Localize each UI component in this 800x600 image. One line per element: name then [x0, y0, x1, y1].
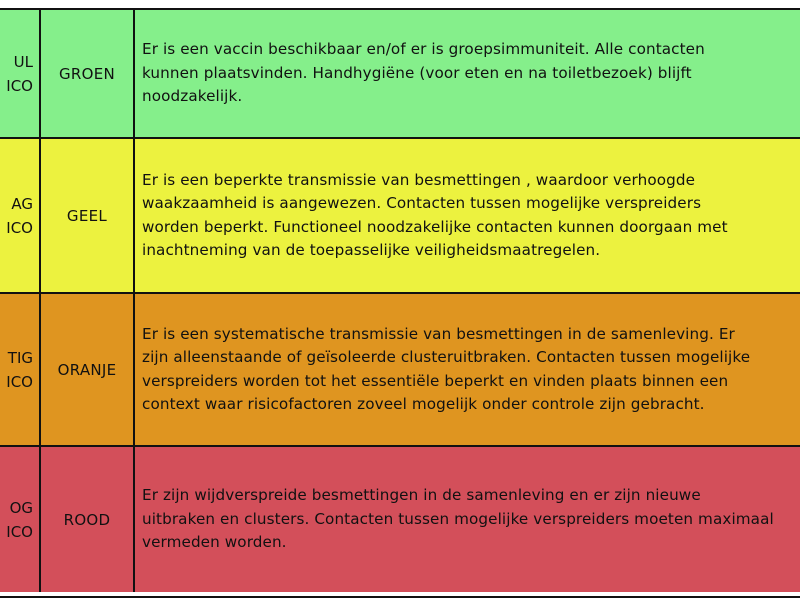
risk-level-cell — [0, 294, 41, 445]
description-text: Er zijn wijdverspreide besmettingen in de samenleving en er zijn nieuwe uitbraken en clusters. Contacten tussen mogelijke verspreiders moeten maximaal vermeden worden. — [142, 486, 774, 552]
risk-row-red — [0, 447, 800, 592]
description-cell — [135, 294, 800, 445]
risk-level-label: AG ICO — [6, 194, 33, 237]
description-cell — [135, 139, 800, 292]
risk-row-green — [0, 10, 800, 139]
risk-level-table — [0, 8, 800, 598]
risk-level-cell — [0, 139, 41, 292]
description-cell — [135, 447, 800, 592]
description-text: Er is een systematische transmissie van besmettingen in de samenleving. Er zijn alleenstaande of geïsoleerde clusteruitbraken. Contacten tussen mogelijke verspreiders worden tot het essentiële beperkt en vinden plaats binnen een context waar risicofactoren zoveel mogelijk onder controle zijn gebracht. — [142, 324, 751, 413]
description-text: Er is een vaccin beschikbaar en/of er is groepsimmuniteit. Alle contacten kunnen plaatsvinden. Handhygiëne (voor eten en na toiletbezoek) blijft noodzakelijk. — [142, 40, 705, 106]
risk-level-cell — [0, 10, 41, 137]
risk-level-label: UL ICO — [6, 52, 33, 95]
color-code-cell — [41, 294, 135, 445]
color-code-cell — [41, 10, 135, 137]
color-code-label: ROOD — [63, 510, 111, 529]
color-code-label: GROEN — [58, 64, 116, 83]
risk-level-label: TIG ICO — [6, 348, 33, 391]
description-text: Er is een beperkte transmissie van besmettingen , waardoor verhoogde waakzaamheid is aangewezen. Contacten tussen mogelijke verspreiders worden beperkt. Functioneel noodzakelijke contacten kunnen doorgaan met inachtneming van de toepasselijke veiligheidsmaatregelen. — [142, 170, 728, 259]
color-code-cell — [41, 447, 135, 592]
risk-level-label: OG ICO — [6, 498, 33, 541]
risk-level-cell — [0, 447, 41, 592]
risk-row-yellow — [0, 139, 800, 294]
color-code-label: ORANJE — [57, 360, 117, 379]
risk-row-orange — [0, 294, 800, 447]
description-cell — [135, 10, 800, 137]
color-code-cell — [41, 139, 135, 292]
color-code-label: GEEL — [66, 206, 108, 225]
